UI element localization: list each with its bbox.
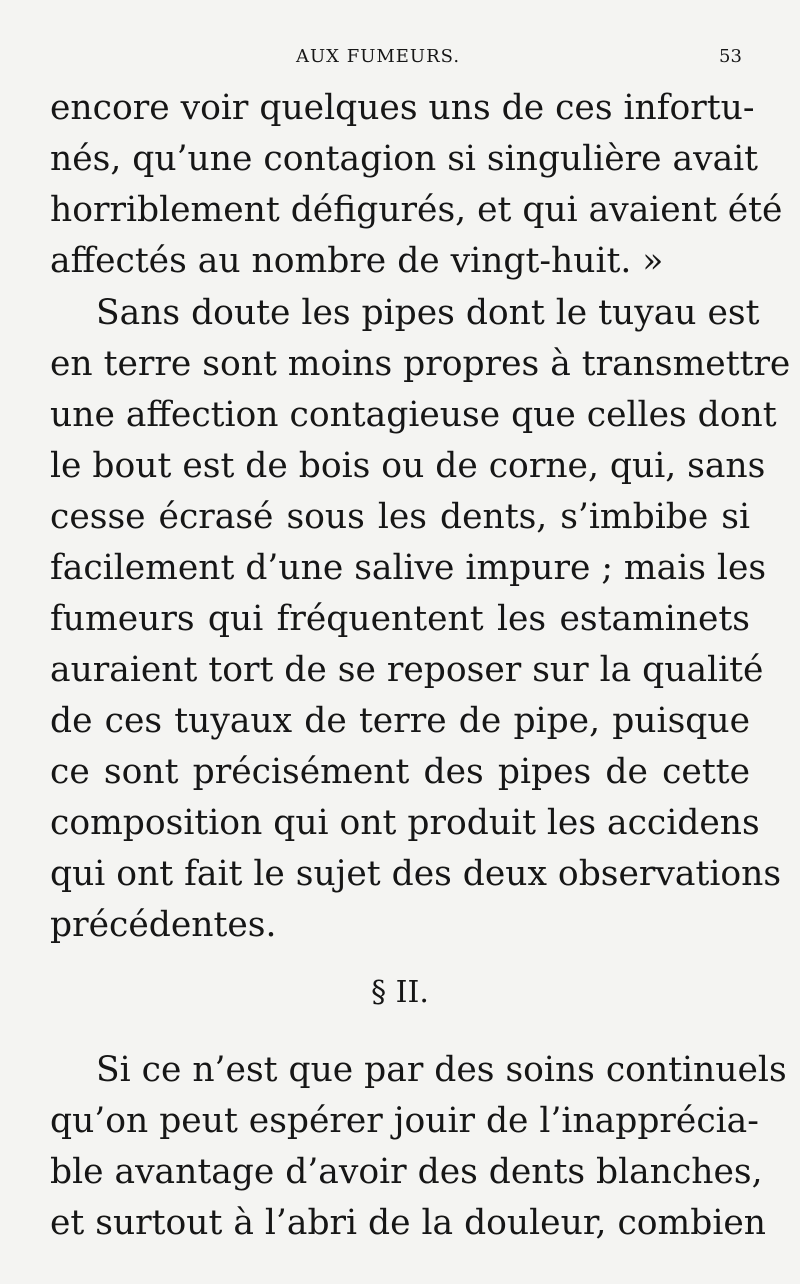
text-line: auraient tort de se reposer sur la qualité (50, 650, 764, 690)
section-heading: § II. (371, 975, 429, 1010)
text-line: ce sont précisément des pipes de cette (50, 752, 750, 792)
text-line: et surtout à l’abri de la douleur, combien (50, 1203, 767, 1243)
page-header (0, 46, 800, 70)
text-line: nés, qu’une contagion si singulière avait (50, 139, 759, 179)
text-line: qui ont fait le sujet des deux observations (50, 854, 782, 894)
text-line: ble avantage d’avoir des dents blanches, (50, 1152, 763, 1192)
text-line: Sans doute les pipes dont le tuyau est (96, 293, 760, 333)
text-line: encore voir quelques uns de ces infortu- (50, 88, 755, 128)
text-line: précédentes. (50, 905, 277, 945)
text-line: une affection contagieuse que celles dont (50, 395, 777, 435)
text-line: qu’on peut espérer jouir de l’inappréciа- (50, 1101, 759, 1141)
text-line: cesse écrasé sous les dents, s’imbibe si (50, 497, 750, 537)
text-line: horriblement défigurés, et qui avaient été (50, 190, 783, 230)
running-head: AUX FUMEURS. (296, 46, 461, 67)
text-line: composition qui ont produit les accidens (50, 803, 760, 843)
page-number: 53 (719, 46, 742, 67)
text-line: fumeurs qui fréquentent les estaminets (50, 599, 750, 639)
text-line: facilement d’une salive impure ; mais les (50, 548, 767, 588)
text-line: le bout est de bois ou de corne, qui, sans (50, 446, 766, 486)
text-line: en terre sont moins propres à transmettre (50, 344, 791, 384)
text-line: affectés au nombre de vingt-huit. » (50, 241, 664, 281)
text-line: de ces tuyaux de terre de pipe, puisque (50, 701, 750, 741)
text-line: Si ce n’est que par des soins continuels (96, 1050, 787, 1090)
